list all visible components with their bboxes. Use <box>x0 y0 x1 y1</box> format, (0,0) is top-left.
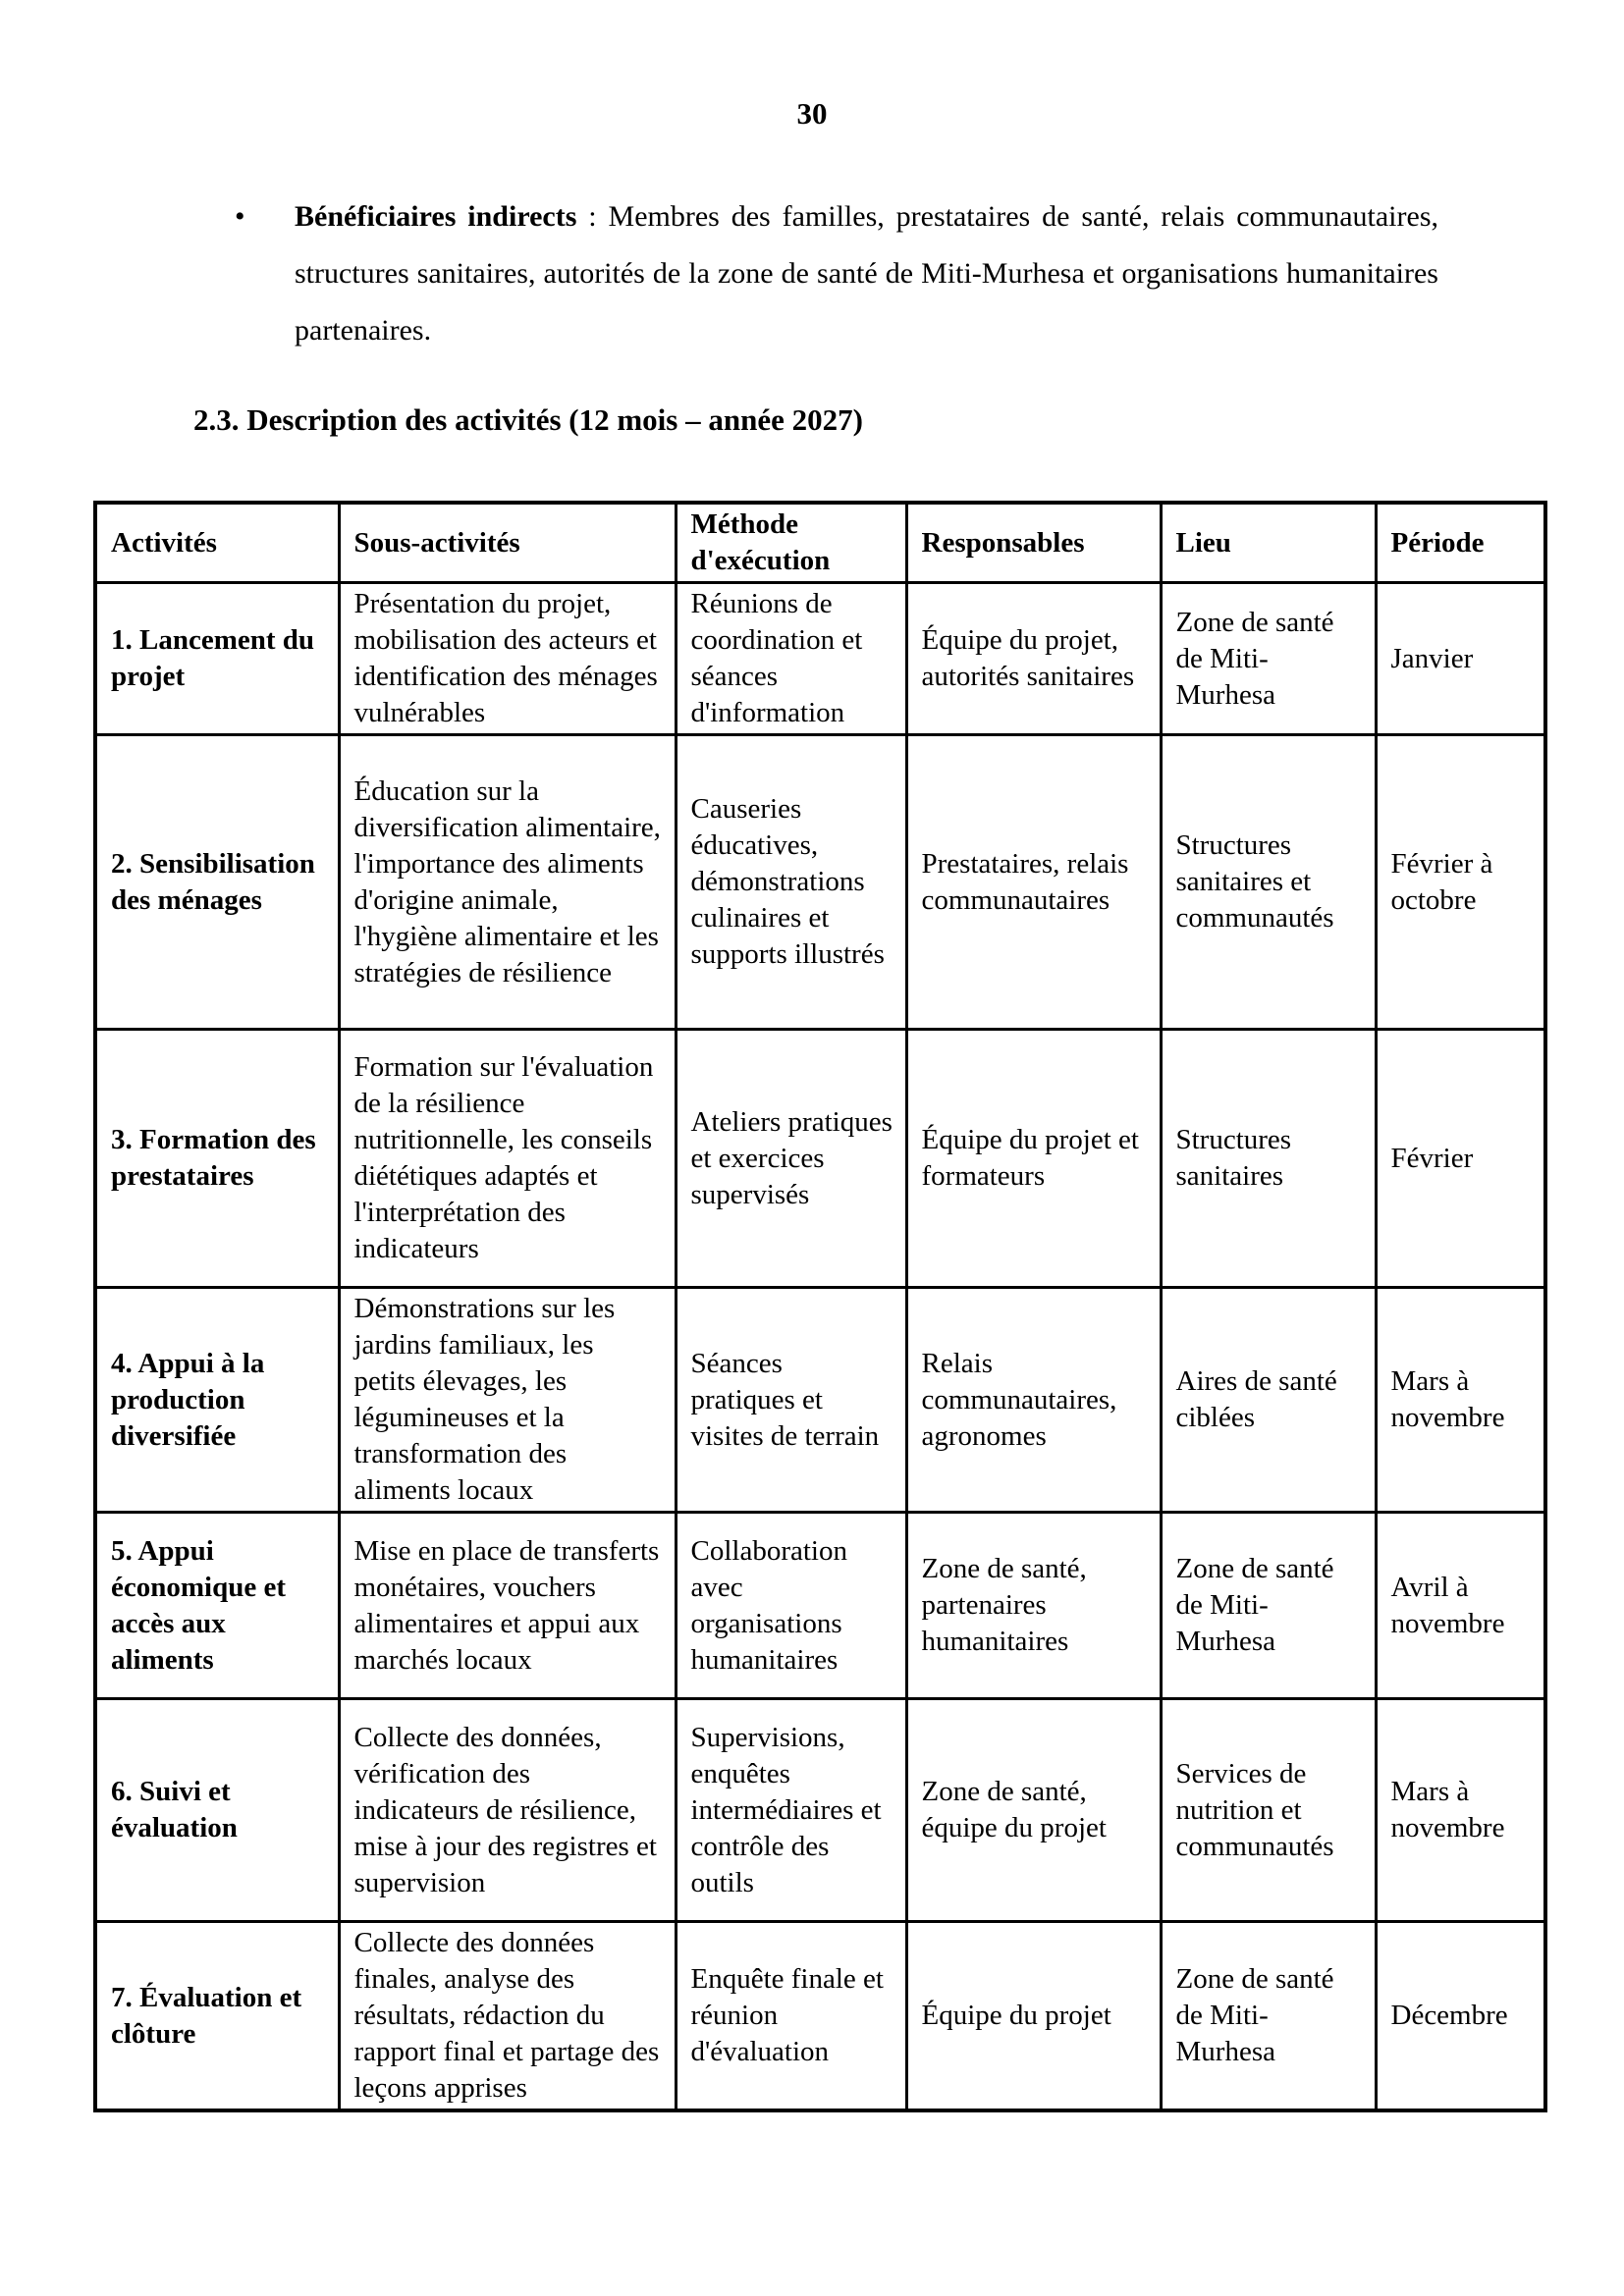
cell-methode: Enquête finale et réunion d'évaluation <box>676 1922 906 2111</box>
bullet-body: : Membres des familles, prestataires de santé, relais communautaires, structures sanitaires, autorités de la zone de santé de Miti-Murhesa et organisations humanitaires partenaires. <box>295 200 1438 347</box>
table-row <box>95 735 1545 1030</box>
header-periode: Période <box>1376 503 1545 583</box>
header-sous-activites: Sous-activités <box>339 503 676 583</box>
cell-sous-activites: Collecte des données finales, analyse des résultats, rédaction du rapport final et partage des leçons apprises <box>339 1922 676 2111</box>
table-row <box>95 583 1545 735</box>
cell-responsables: Zone de santé, partenaires humanitaires <box>906 1513 1161 1699</box>
table-row <box>95 1288 1545 1513</box>
table-row <box>95 1699 1545 1922</box>
page-number: 30 <box>796 96 828 131</box>
table-row <box>95 1513 1545 1699</box>
bullet-dot-icon: • <box>235 200 245 233</box>
header-lieu: Lieu <box>1161 503 1376 583</box>
cell-activite: 1. Lancement du projet <box>95 583 339 735</box>
cell-sous-activites: Mise en place de transferts monétaires, vouchers alimentaires et appui aux marchés locaux <box>339 1513 676 1699</box>
header-responsables: Responsables <box>906 503 1161 583</box>
cell-activite: 6. Suivi et évaluation <box>95 1699 339 1922</box>
cell-periode: Mars à novembre <box>1376 1699 1545 1922</box>
cell-periode: Décembre <box>1376 1922 1545 2111</box>
cell-methode: Causeries éducatives, démonstrations culinaires et supports illustrés <box>676 735 906 1030</box>
cell-methode: Séances pratiques et visites de terrain <box>676 1288 906 1513</box>
table-header-row <box>95 503 1545 583</box>
cell-lieu: Aires de santé ciblées <box>1161 1288 1376 1513</box>
cell-responsables: Relais communautaires, agronomes <box>906 1288 1161 1513</box>
header-activites: Activités <box>95 503 339 583</box>
cell-activite: 5. Appui économique et accès aux aliments <box>95 1513 339 1699</box>
section-heading: 2.3. Description des activités (12 mois – année 2027) <box>193 402 863 437</box>
cell-activite: 3. Formation des prestataires <box>95 1030 339 1288</box>
cell-lieu: Services de nutrition et communautés <box>1161 1699 1376 1922</box>
cell-lieu: Zone de santé de Miti-Murhesa <box>1161 1513 1376 1699</box>
cell-methode: Réunions de coordination et séances d'information <box>676 583 906 735</box>
cell-periode: Janvier <box>1376 583 1545 735</box>
cell-sous-activites: Présentation du projet, mobilisation des acteurs et identification des ménages vulnérables <box>339 583 676 735</box>
header-methode: Méthode d'exécution <box>676 503 906 583</box>
cell-responsables: Équipe du projet <box>906 1922 1161 2111</box>
cell-activite: 7. Évaluation et clôture <box>95 1922 339 2111</box>
cell-methode: Ateliers pratiques et exercices supervisés <box>676 1030 906 1288</box>
cell-responsables: Zone de santé, équipe du projet <box>906 1699 1161 1922</box>
cell-periode: Avril à novembre <box>1376 1513 1545 1699</box>
table-row <box>95 1922 1545 2111</box>
cell-methode: Collaboration avec organisations humanitaires <box>676 1513 906 1699</box>
cell-responsables: Équipe du projet, autorités sanitaires <box>906 583 1161 735</box>
cell-lieu: Zone de santé de Miti-Murhesa <box>1161 1922 1376 2111</box>
cell-sous-activites: Collecte des données, vérification des indicateurs de résilience, mise à jour des registres et supervision <box>339 1699 676 1922</box>
activities-table <box>93 501 1547 2112</box>
cell-sous-activites: Démonstrations sur les jardins familiaux, les petits élevages, les légumineuses et la transformation des aliments locaux <box>339 1288 676 1513</box>
cell-methode: Supervisions, enquêtes intermédiaires et contrôle des outils <box>676 1699 906 1922</box>
cell-responsables: Prestataires, relais communautaires <box>906 735 1161 1030</box>
cell-responsables: Équipe du projet et formateurs <box>906 1030 1161 1288</box>
cell-sous-activites: Éducation sur la diversification alimentaire, l'importance des aliments d'origine animale, l'hygiène alimentaire et les stratégies de résilience <box>339 735 676 1030</box>
bullet-text <box>295 188 1438 359</box>
cell-periode: Février à octobre <box>1376 735 1545 1030</box>
cell-periode: Février <box>1376 1030 1545 1288</box>
bullet-lead: Bénéficiaires indirects <box>295 200 577 233</box>
cell-sous-activites: Formation sur l'évaluation de la résilience nutritionnelle, les conseils diététiques adaptés et l'interprétation des indicateurs <box>339 1030 676 1288</box>
cell-lieu: Structures sanitaires et communautés <box>1161 735 1376 1030</box>
cell-activite: 2. Sensibilisation des ménages <box>95 735 339 1030</box>
cell-activite: 4. Appui à la production diversifiée <box>95 1288 339 1513</box>
table-row <box>95 1030 1545 1288</box>
cell-periode: Mars à novembre <box>1376 1288 1545 1513</box>
cell-lieu: Structures sanitaires <box>1161 1030 1376 1288</box>
bullet-item-beneficiaires-indirects <box>235 188 1438 359</box>
cell-lieu: Zone de santé de Miti-Murhesa <box>1161 583 1376 735</box>
